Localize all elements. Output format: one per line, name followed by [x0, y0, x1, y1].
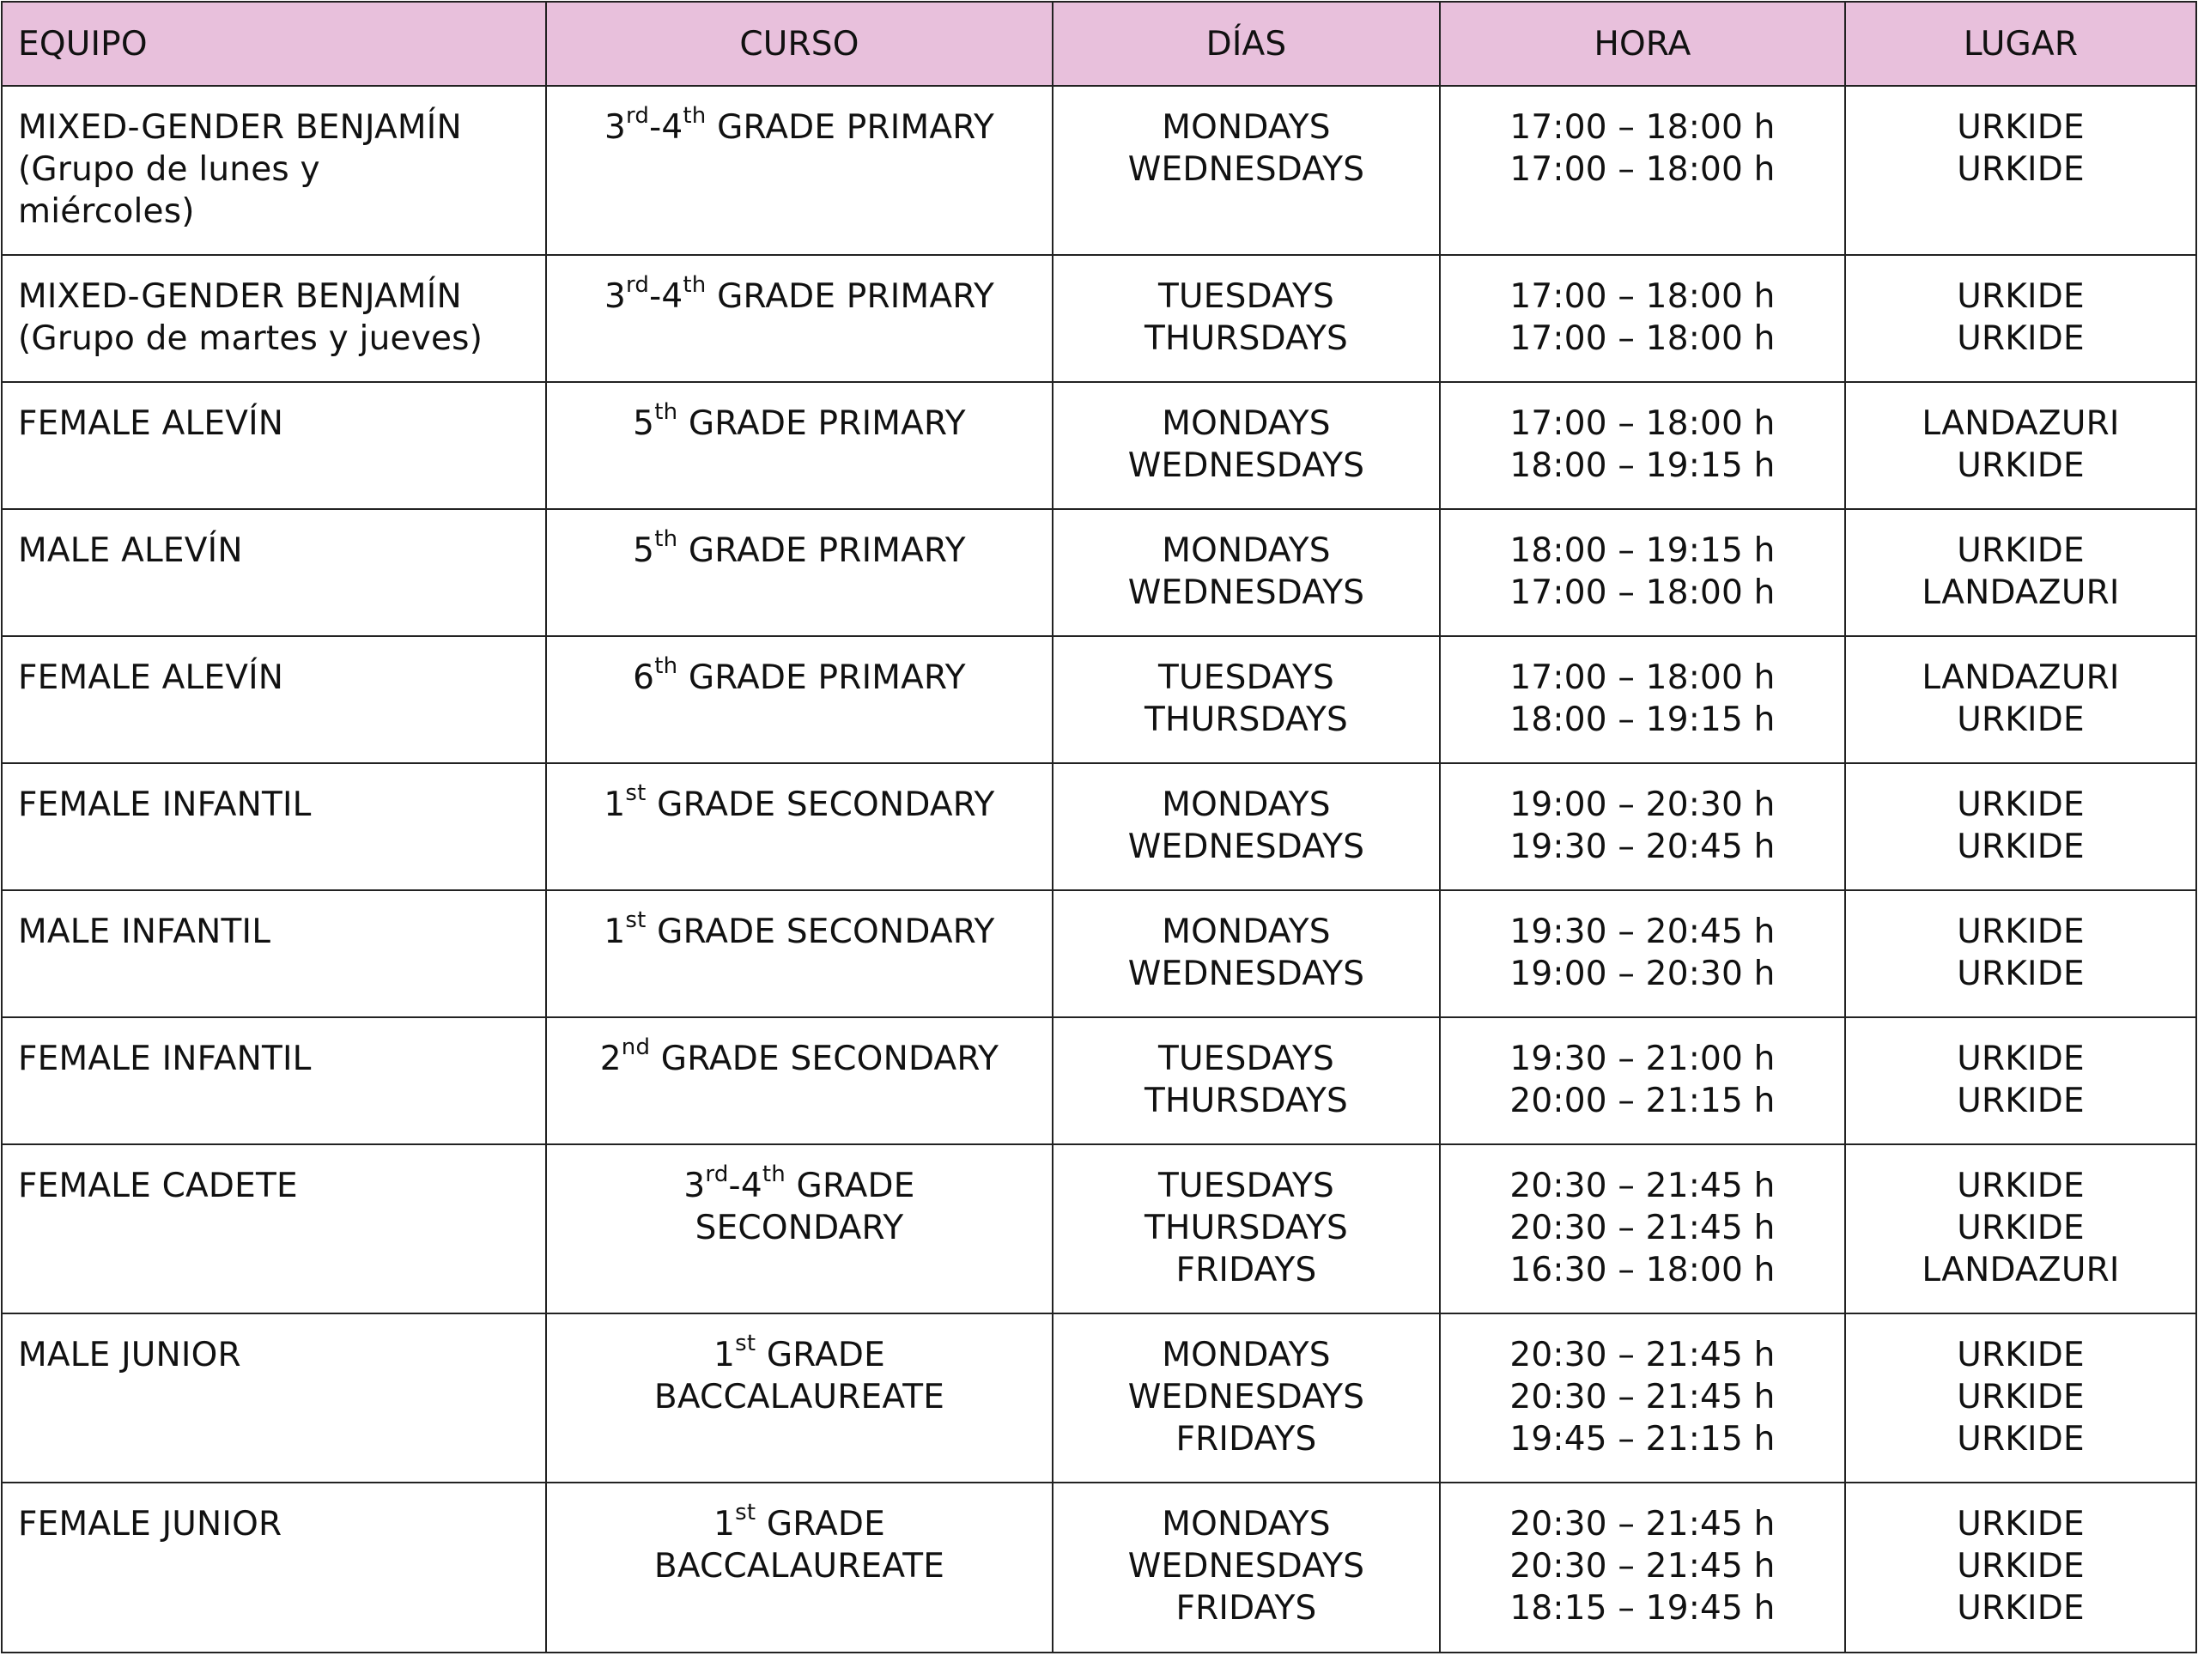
- course-cell: [546, 255, 1053, 382]
- table-row: [2, 1144, 2196, 1313]
- course-text: GRADE PRIMARY: [677, 658, 966, 697]
- course-cell: [546, 509, 1053, 636]
- course-cell: [546, 763, 1053, 890]
- hour-cell: [1440, 636, 1845, 763]
- course-text: -4: [728, 1167, 762, 1205]
- day-line: TUESDAYS: [1158, 658, 1334, 697]
- team-cell: [2, 890, 546, 1017]
- team-line: FEMALE ALEVÍN: [18, 404, 284, 443]
- course-text: 1: [713, 1336, 736, 1374]
- course-text: 3: [604, 277, 626, 316]
- team-line: FEMALE JUNIOR: [18, 1505, 282, 1544]
- table-header: [2, 2, 2196, 86]
- place-line: URKIDE: [1957, 108, 2085, 147]
- days-cell: [1053, 1483, 1440, 1653]
- course-cell: [546, 890, 1053, 1017]
- hour-cell: [1440, 382, 1845, 509]
- course-text: 3: [683, 1167, 706, 1205]
- day-line: MONDAYS: [1162, 785, 1331, 824]
- course-cell: [546, 1017, 1053, 1144]
- place-cell: [1845, 1017, 2196, 1144]
- days-cell: [1053, 636, 1440, 763]
- days-cell: [1053, 382, 1440, 509]
- place-cell: [1845, 382, 2196, 509]
- table-row: [2, 509, 2196, 636]
- team-line: MIXED-GENDER BENJAMÍN: [18, 108, 462, 147]
- course-line: [562, 1376, 1036, 1418]
- course-line: [562, 1034, 1036, 1080]
- header-dias: DÍAS: [1053, 2, 1440, 86]
- course-line: [562, 526, 1036, 572]
- table-row: [2, 763, 2196, 890]
- hour-line: 19:30 – 21:00 h: [1509, 1040, 1776, 1078]
- day-line: THURSDAYS: [1145, 319, 1348, 358]
- place-line: LANDAZURI: [1922, 573, 2120, 612]
- place-cell: [1845, 1313, 2196, 1483]
- days-cell: [1053, 1313, 1440, 1483]
- day-line: FRIDAYS: [1175, 1589, 1317, 1628]
- team-line: miércoles): [18, 192, 195, 231]
- hour-cell: [1440, 1483, 1845, 1653]
- ordinal-suffix: st: [625, 780, 647, 806]
- place-line: URKIDE: [1957, 1082, 2085, 1120]
- course-line: [562, 272, 1036, 318]
- header-curso: CURSO: [546, 2, 1053, 86]
- day-line: MONDAYS: [1162, 108, 1331, 147]
- course-text: GRADE SECONDARY: [646, 785, 995, 824]
- team-cell: [2, 255, 546, 382]
- hour-cell: [1440, 890, 1845, 1017]
- team-line: (Grupo de martes y jueves): [18, 319, 483, 358]
- ordinal-suffix: th: [654, 653, 678, 679]
- course-text: 1: [604, 785, 626, 824]
- ordinal-suffix: rd: [705, 1161, 729, 1187]
- course-text: 2: [599, 1040, 622, 1078]
- place-line: URKIDE: [1957, 913, 2085, 951]
- place-cell: [1845, 890, 2196, 1017]
- day-line: TUESDAYS: [1158, 277, 1334, 316]
- hour-cell: [1440, 509, 1845, 636]
- day-line: WEDNESDAYS: [1127, 150, 1365, 189]
- place-line: URKIDE: [1957, 446, 2085, 485]
- day-line: FRIDAYS: [1175, 1251, 1317, 1289]
- day-line: MONDAYS: [1162, 1336, 1331, 1374]
- place-line: LANDAZURI: [1922, 658, 2120, 697]
- team-cell: [2, 636, 546, 763]
- course-text: 3: [604, 108, 626, 147]
- hour-line: 20:30 – 21:45 h: [1509, 1167, 1776, 1205]
- course-text: 5: [633, 404, 655, 443]
- table-row: [2, 86, 2196, 255]
- ordinal-suffix: st: [625, 907, 647, 933]
- team-cell: [2, 509, 546, 636]
- team-line: FEMALE INFANTIL: [18, 1040, 312, 1078]
- day-line: FRIDAYS: [1175, 1420, 1317, 1459]
- day-line: WEDNESDAYS: [1127, 1378, 1365, 1416]
- day-line: WEDNESDAYS: [1127, 828, 1365, 866]
- hour-line: 17:00 – 18:00 h: [1509, 108, 1776, 147]
- days-cell: [1053, 1144, 1440, 1313]
- place-line: URKIDE: [1957, 1547, 2085, 1586]
- table-row: [2, 1313, 2196, 1483]
- hour-line: 18:00 – 19:15 h: [1509, 701, 1776, 739]
- team-cell: [2, 1313, 546, 1483]
- course-text: BACCALAUREATE: [653, 1378, 945, 1416]
- course-text: -4: [649, 108, 683, 147]
- team-line: FEMALE INFANTIL: [18, 785, 312, 824]
- place-line: URKIDE: [1957, 785, 2085, 824]
- team-cell: [2, 1017, 546, 1144]
- place-line: URKIDE: [1957, 955, 2085, 993]
- place-line: URKIDE: [1957, 1378, 2085, 1416]
- day-line: WEDNESDAYS: [1127, 573, 1365, 612]
- place-line: URKIDE: [1957, 701, 2085, 739]
- place-line: URKIDE: [1957, 1505, 2085, 1544]
- place-line: URKIDE: [1957, 1336, 2085, 1374]
- team-line: FEMALE CADETE: [18, 1167, 298, 1205]
- ordinal-suffix: th: [654, 399, 678, 425]
- hour-cell: [1440, 1144, 1845, 1313]
- header-row: [2, 2, 2196, 86]
- hour-cell: [1440, 255, 1845, 382]
- day-line: THURSDAYS: [1145, 1082, 1348, 1120]
- hour-line: 20:30 – 21:45 h: [1509, 1378, 1776, 1416]
- table-row: [2, 636, 2196, 763]
- day-line: WEDNESDAYS: [1127, 1547, 1365, 1586]
- place-line: URKIDE: [1957, 828, 2085, 866]
- course-text: 1: [604, 913, 626, 951]
- place-cell: [1845, 86, 2196, 255]
- course-cell: [546, 382, 1053, 509]
- day-line: THURSDAYS: [1145, 701, 1348, 739]
- place-line: LANDAZURI: [1922, 1251, 2120, 1289]
- course-text: GRADE: [756, 1336, 885, 1374]
- course-line: [562, 399, 1036, 445]
- team-line: MALE INFANTIL: [18, 913, 271, 951]
- course-cell: [546, 86, 1053, 255]
- course-text: GRADE SECONDARY: [646, 913, 995, 951]
- ordinal-suffix: th: [683, 103, 707, 129]
- place-line: URKIDE: [1957, 531, 2085, 570]
- table-row: [2, 255, 2196, 382]
- ordinal-suffix: th: [762, 1161, 786, 1187]
- course-line: [562, 1331, 1036, 1376]
- team-line: FEMALE ALEVÍN: [18, 658, 284, 697]
- table-row: [2, 382, 2196, 509]
- course-line: [562, 1161, 1036, 1207]
- course-cell: [546, 1483, 1053, 1653]
- team-cell: [2, 382, 546, 509]
- hour-line: 16:30 – 18:00 h: [1509, 1251, 1776, 1289]
- day-line: TUESDAYS: [1158, 1040, 1334, 1078]
- course-text: 6: [633, 658, 655, 697]
- course-line: [562, 1207, 1036, 1249]
- ordinal-suffix: th: [683, 272, 707, 298]
- course-text: GRADE: [756, 1505, 885, 1544]
- hour-line: 20:30 – 21:45 h: [1509, 1336, 1776, 1374]
- place-cell: [1845, 1144, 2196, 1313]
- hour-line: 19:45 – 21:15 h: [1509, 1420, 1776, 1459]
- course-line: [562, 1500, 1036, 1545]
- course-text: GRADE PRIMARY: [706, 277, 995, 316]
- hour-line: 18:15 – 19:45 h: [1509, 1589, 1776, 1628]
- days-cell: [1053, 509, 1440, 636]
- place-cell: [1845, 636, 2196, 763]
- course-text: GRADE PRIMARY: [677, 531, 966, 570]
- day-line: MONDAYS: [1162, 1505, 1331, 1544]
- days-cell: [1053, 1017, 1440, 1144]
- place-line: URKIDE: [1957, 150, 2085, 189]
- day-line: WEDNESDAYS: [1127, 955, 1365, 993]
- course-text: GRADE PRIMARY: [677, 404, 966, 443]
- course-text: -4: [649, 277, 683, 316]
- header-lugar: LUGAR: [1845, 2, 2196, 86]
- place-line: URKIDE: [1957, 277, 2085, 316]
- hour-line: 19:00 – 20:30 h: [1509, 955, 1776, 993]
- hour-line: 20:30 – 21:45 h: [1509, 1547, 1776, 1586]
- team-line: (Grupo de lunes y: [18, 150, 320, 189]
- days-cell: [1053, 890, 1440, 1017]
- day-line: MONDAYS: [1162, 404, 1331, 443]
- day-line: WEDNESDAYS: [1127, 446, 1365, 485]
- hour-line: 17:00 – 18:00 h: [1509, 150, 1776, 189]
- hour-cell: [1440, 1017, 1845, 1144]
- table-row: [2, 1483, 2196, 1653]
- ordinal-suffix: rd: [625, 103, 650, 129]
- course-text: GRADE SECONDARY: [650, 1040, 999, 1078]
- days-cell: [1053, 86, 1440, 255]
- course-cell: [546, 636, 1053, 763]
- hour-cell: [1440, 763, 1845, 890]
- course-line: [562, 103, 1036, 149]
- days-cell: [1053, 763, 1440, 890]
- hour-line: 19:30 – 20:45 h: [1509, 913, 1776, 951]
- hour-cell: [1440, 1313, 1845, 1483]
- team-cell: [2, 86, 546, 255]
- course-text: 1: [713, 1505, 736, 1544]
- header-equipo: EQUIPO: [2, 2, 546, 86]
- place-cell: [1845, 1483, 2196, 1653]
- hour-line: 20:00 – 21:15 h: [1509, 1082, 1776, 1120]
- hour-line: 20:30 – 21:45 h: [1509, 1209, 1776, 1247]
- day-line: MONDAYS: [1162, 913, 1331, 951]
- table-body: [2, 86, 2196, 1653]
- course-text: GRADE: [785, 1167, 915, 1205]
- hour-line: 20:30 – 21:45 h: [1509, 1505, 1776, 1544]
- hour-line: 19:00 – 20:30 h: [1509, 785, 1776, 824]
- place-cell: [1845, 763, 2196, 890]
- table-row: [2, 1017, 2196, 1144]
- team-line: MIXED-GENDER BENJAMÍN: [18, 277, 462, 316]
- hour-line: 17:00 – 18:00 h: [1509, 319, 1776, 358]
- table-row: [2, 890, 2196, 1017]
- course-cell: [546, 1313, 1053, 1483]
- team-line: MALE JUNIOR: [18, 1336, 241, 1374]
- header-hora: HORA: [1440, 2, 1845, 86]
- hour-line: 18:00 – 19:15 h: [1509, 531, 1776, 570]
- hour-line: 17:00 – 18:00 h: [1509, 573, 1776, 612]
- place-line: URKIDE: [1957, 1209, 2085, 1247]
- course-line: [562, 653, 1036, 699]
- ordinal-suffix: th: [654, 526, 678, 552]
- schedule-table: [1, 1, 2197, 1653]
- place-line: URKIDE: [1957, 319, 2085, 358]
- course-text: GRADE PRIMARY: [706, 108, 995, 147]
- hour-line: 18:00 – 19:15 h: [1509, 446, 1776, 485]
- course-line: [562, 780, 1036, 826]
- ordinal-suffix: rd: [625, 272, 650, 298]
- hour-line: 17:00 – 18:00 h: [1509, 277, 1776, 316]
- course-line: [562, 907, 1036, 953]
- team-cell: [2, 1144, 546, 1313]
- place-line: URKIDE: [1957, 1167, 2085, 1205]
- place-line: URKIDE: [1957, 1420, 2085, 1459]
- team-cell: [2, 1483, 546, 1653]
- course-text: 5: [633, 531, 655, 570]
- hour-line: 17:00 – 18:00 h: [1509, 404, 1776, 443]
- place-line: URKIDE: [1957, 1040, 2085, 1078]
- hour-cell: [1440, 86, 1845, 255]
- hour-line: 19:30 – 20:45 h: [1509, 828, 1776, 866]
- day-line: TUESDAYS: [1158, 1167, 1334, 1205]
- ordinal-suffix: st: [735, 1331, 756, 1356]
- place-cell: [1845, 255, 2196, 382]
- place-line: LANDAZURI: [1922, 404, 2120, 443]
- course-text: BACCALAUREATE: [653, 1547, 945, 1586]
- ordinal-suffix: nd: [621, 1034, 651, 1060]
- day-line: MONDAYS: [1162, 531, 1331, 570]
- course-cell: [546, 1144, 1053, 1313]
- course-line: [562, 1545, 1036, 1587]
- team-line: MALE ALEVÍN: [18, 531, 243, 570]
- course-text: SECONDARY: [695, 1209, 904, 1247]
- hour-line: 17:00 – 18:00 h: [1509, 658, 1776, 697]
- day-line: THURSDAYS: [1145, 1209, 1348, 1247]
- place-line: URKIDE: [1957, 1589, 2085, 1628]
- team-cell: [2, 763, 546, 890]
- days-cell: [1053, 255, 1440, 382]
- place-cell: [1845, 509, 2196, 636]
- ordinal-suffix: st: [735, 1500, 756, 1525]
